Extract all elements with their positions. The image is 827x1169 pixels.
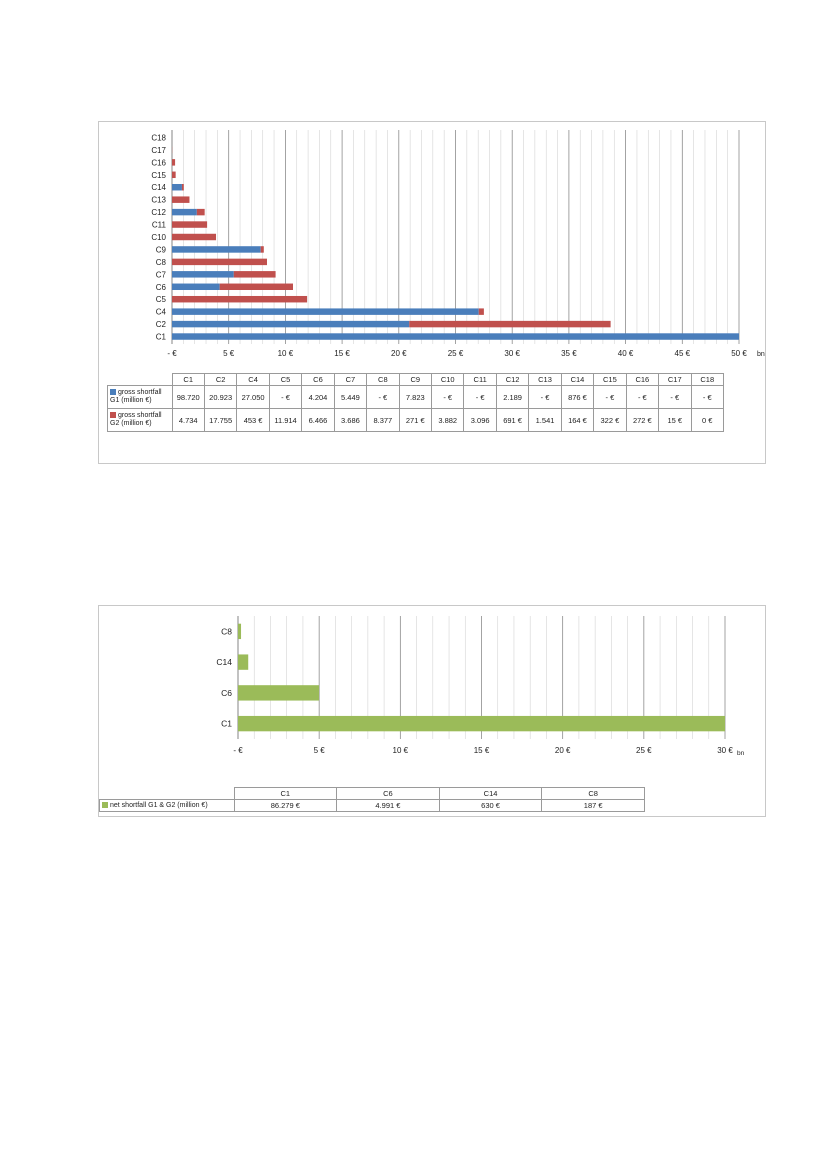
table-cell: 271 € xyxy=(399,409,431,432)
legend-label: gross shortfall G2 (million €) xyxy=(110,412,162,427)
y-category-label: C5 xyxy=(155,295,166,305)
table-cell: - € xyxy=(367,386,399,409)
y-category-label: C8 xyxy=(155,257,166,267)
table-cell: 11.914 xyxy=(269,409,301,432)
table-column-header: C18 xyxy=(691,374,724,386)
table-cell: 187 € xyxy=(542,800,645,812)
table-column-header: C9 xyxy=(399,374,431,386)
table-cell: 322 € xyxy=(594,409,626,432)
table-cell: - € xyxy=(594,386,626,409)
legend-swatch xyxy=(110,389,116,395)
table-cell: 876 € xyxy=(561,386,593,409)
table-row-legend xyxy=(108,386,173,409)
x-tick-label: 15 € xyxy=(334,349,350,358)
table-column-header: C6 xyxy=(337,788,440,800)
table-column-header: C10 xyxy=(432,374,464,386)
legend-swatch xyxy=(110,412,116,418)
table-column-header: C15 xyxy=(594,374,626,386)
x-tick-label: 20 € xyxy=(391,349,407,358)
bar-gross-shortfall-g1-million-c6 xyxy=(172,284,220,290)
table-column-header: C7 xyxy=(334,374,366,386)
table-cell: 4.734 xyxy=(172,409,204,432)
y-category-label: C13 xyxy=(151,195,166,205)
table-column-header: C14 xyxy=(439,788,542,800)
bar-gross-shortfall-g1-million-c12 xyxy=(172,209,197,215)
x-unit-label: bn xyxy=(737,750,745,757)
table-column-header: C5 xyxy=(269,374,301,386)
legend-label: gross shortfall G1 (million €) xyxy=(110,389,162,404)
x-tick-label: 30 € xyxy=(717,746,733,755)
table-column-header: C1 xyxy=(234,788,337,800)
net-shortfall-chart xyxy=(99,606,767,781)
x-tick-label: 20 € xyxy=(554,746,571,755)
bar-gross-shortfall-g1-million-c1 xyxy=(172,333,739,339)
x-unit-label: bn xyxy=(757,351,765,358)
table-cell: - € xyxy=(529,386,561,409)
table-cell: 0 € xyxy=(691,409,724,432)
table-cell: - € xyxy=(626,386,658,409)
net-shortfall-data-table xyxy=(99,787,645,812)
bar-gross-shortfall-g2-million-c9 xyxy=(261,246,264,252)
table-cell: 4.204 xyxy=(302,386,334,409)
table-row-legend xyxy=(108,409,173,432)
bar-net-shortfall-c1 xyxy=(238,716,725,731)
table-cell: 5.449 xyxy=(334,386,366,409)
x-tick-label: 10 € xyxy=(392,746,409,755)
y-category-label: C11 xyxy=(151,220,166,230)
bar-gross-shortfall-g2-million-c16 xyxy=(172,159,175,165)
table-column-header: C6 xyxy=(302,374,334,386)
y-category-label: C1 xyxy=(155,332,166,342)
bar-gross-shortfall-g2-million-c11 xyxy=(172,221,207,227)
bar-gross-shortfall-g1-million-c4 xyxy=(172,308,479,314)
bar-gross-shortfall-g1-million-c9 xyxy=(172,246,261,252)
x-tick-label: 15 € xyxy=(473,746,490,755)
bar-gross-shortfall-g1-million-c14 xyxy=(172,184,182,190)
bar-gross-shortfall-g2-million-c12 xyxy=(197,209,205,215)
legend-swatch xyxy=(102,802,108,808)
table-cell: 27.050 xyxy=(237,386,269,409)
bar-net-shortfall-c6 xyxy=(238,685,319,700)
y-category-label: C10 xyxy=(151,233,166,242)
bar-gross-shortfall-g2-million-c13 xyxy=(172,196,189,202)
table-cell: 7.823 xyxy=(399,386,431,409)
y-category-label: C6 xyxy=(221,687,232,698)
y-category-label: C15 xyxy=(151,170,166,180)
table-cell: - € xyxy=(691,386,724,409)
y-category-label: C9 xyxy=(155,245,166,255)
table-cell: 3.686 xyxy=(334,409,366,432)
table-cell: 453 € xyxy=(237,409,269,432)
bar-net-shortfall-c14 xyxy=(238,654,248,669)
y-category-label: C2 xyxy=(155,320,166,330)
x-tick-label: 30 € xyxy=(504,349,520,358)
table-cell: 17.755 xyxy=(204,409,236,432)
table-cell: - € xyxy=(464,386,496,409)
bar-gross-shortfall-g2-million-c5 xyxy=(172,296,307,302)
table-column-header: C12 xyxy=(496,374,528,386)
table-cell: 3.882 xyxy=(432,409,464,432)
table-column-header: C16 xyxy=(626,374,658,386)
table-cell: 1.541 xyxy=(529,409,561,432)
table-cell: 272 € xyxy=(626,409,658,432)
bar-gross-shortfall-g2-million-c4 xyxy=(479,308,484,314)
table-column-header: C8 xyxy=(367,374,399,386)
table-row xyxy=(108,386,724,409)
table-row xyxy=(100,800,645,812)
table-cell: 164 € xyxy=(561,409,593,432)
x-tick-label: - € xyxy=(167,349,177,358)
table-row xyxy=(108,409,724,432)
bar-gross-shortfall-g2-million-c14 xyxy=(182,184,184,190)
table-cell: 630 € xyxy=(439,800,542,812)
table-cell: 691 € xyxy=(496,409,528,432)
y-category-label: C14 xyxy=(216,657,232,668)
bar-gross-shortfall-g1-million-c7 xyxy=(172,271,234,277)
bar-gross-shortfall-g2-million-c8 xyxy=(172,259,267,265)
table-column-header: C13 xyxy=(529,374,561,386)
table-column-header: C11 xyxy=(464,374,496,386)
x-tick-label: 5 € xyxy=(313,746,325,755)
y-category-label: C7 xyxy=(155,270,166,280)
y-category-label: C17 xyxy=(151,145,166,155)
table-column-header: C8 xyxy=(542,788,645,800)
table-cell: - € xyxy=(659,386,691,409)
table-column-header: C4 xyxy=(237,374,269,386)
table-cell: - € xyxy=(432,386,464,409)
y-category-label: C16 xyxy=(151,158,166,168)
table-cell: - € xyxy=(269,386,301,409)
table-column-header: C17 xyxy=(659,374,691,386)
y-category-label: C8 xyxy=(221,626,232,637)
table-column-header: C1 xyxy=(172,374,204,386)
y-category-label: C18 xyxy=(151,133,166,143)
gross-shortfall-data-table xyxy=(107,373,724,432)
x-tick-label: 35 € xyxy=(561,349,577,358)
table-cell: 98.720 xyxy=(172,386,204,409)
bar-gross-shortfall-g2-million-c10 xyxy=(172,234,216,240)
table-cell: 86.279 € xyxy=(234,800,337,812)
y-category-label: C6 xyxy=(155,282,166,292)
bar-gross-shortfall-g2-million-c15 xyxy=(172,172,176,178)
table-column-header: C14 xyxy=(561,374,593,386)
y-category-label: C14 xyxy=(151,183,166,193)
table-cell: 2.189 xyxy=(496,386,528,409)
x-tick-label: - € xyxy=(233,746,243,755)
bar-net-shortfall-c8 xyxy=(238,624,241,639)
bar-gross-shortfall-g2-million-c2 xyxy=(409,321,610,327)
table-cell: 15 € xyxy=(659,409,691,432)
y-category-label: C4 xyxy=(155,307,166,317)
table-cell: 6.466 xyxy=(302,409,334,432)
table-column-header: C2 xyxy=(204,374,236,386)
bar-gross-shortfall-g2-million-c7 xyxy=(234,271,276,277)
table-row-legend xyxy=(100,800,235,812)
x-tick-label: 50 € xyxy=(731,349,747,358)
table-cell: 20.923 xyxy=(204,386,236,409)
legend-label: net shortfall G1 & G2 (million €) xyxy=(110,801,208,809)
bar-gross-shortfall-g2-million-c6 xyxy=(220,284,293,290)
gross-shortfall-chart xyxy=(99,122,767,372)
table-cell: 4.991 € xyxy=(337,800,440,812)
y-category-label: C12 xyxy=(151,208,166,218)
x-tick-label: 25 € xyxy=(636,746,652,755)
x-tick-label: 5 € xyxy=(223,349,235,358)
net-shortfall-chart-panel xyxy=(98,605,766,817)
x-tick-label: 45 € xyxy=(674,349,691,358)
gross-shortfall-chart-panel xyxy=(98,121,766,464)
x-tick-label: 40 € xyxy=(617,349,634,358)
x-tick-label: 25 € xyxy=(447,349,464,358)
bar-gross-shortfall-g1-million-c2 xyxy=(172,321,409,327)
table-cell: 8.377 xyxy=(367,409,399,432)
y-category-label: C1 xyxy=(221,718,232,729)
table-cell: 3.096 xyxy=(464,409,496,432)
x-tick-label: 10 € xyxy=(277,349,294,358)
